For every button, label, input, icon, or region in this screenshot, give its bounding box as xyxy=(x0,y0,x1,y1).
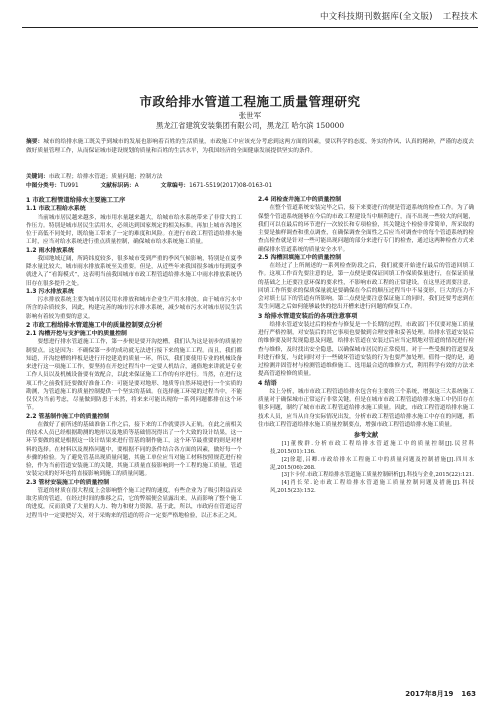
subsection-heading: 2.3 管材安装施工中的质量控制 xyxy=(26,479,110,486)
section-heading: 4 结语 xyxy=(258,379,277,387)
doc-code-label: 文献标识码： xyxy=(100,183,135,189)
article-no-value: 1671-5519(2017)08-0163-01 xyxy=(189,183,273,189)
body-paragraph: 当前城市居民越来越多，城市用水量越来越大，给城市给水系统带来了非常大的工作压力。特别是城市居民生活用水，必须达到国家规定的相关标准。再加上城市各地区位于高低不同处时，既给施工带来了一定的难度和风险。在进行市政工程管道给排水施工时，应当对给水系统进行重点质量控制，确保城市给水系统施工质量。 xyxy=(26,214,242,246)
issue-date: 2017年8月19 xyxy=(405,690,454,698)
body-column-right xyxy=(258,196,474,496)
subsection-heading: 1.2 雨水排放系统 xyxy=(26,247,74,254)
subsection-heading: 2.2 管基制作施工中的质量控制 xyxy=(26,413,110,420)
keywords-label: 关键词： xyxy=(26,174,49,180)
body-paragraph: 污水排放系统主要为城市居民用水排放和城市企业生产用水排放。由于城市污水中所含的杂质较多，因此，构建完善的城市污水排水系统，减少城市污水对城市居民生活影响有着较为重要的意义。 xyxy=(26,297,242,320)
subsection-heading: 2.5 沟槽回填施工中的质量控制 xyxy=(258,254,342,261)
reference-item: [4]肖长荣.论市政工程给排水管道施工质量控制问题及措施[J].科技风,2015(23):152. xyxy=(270,480,474,495)
references-list xyxy=(258,441,474,496)
body-paragraph: 我国地域辽阔，所跨纬度较多，很多城市受到严重的季风气候影响，特别是在夏季降水量比较大，城市雨水排放系统至关重要。但是，从近些年来我国很多城市每到夏季就进入了“看海模式”，这表明当前我国城市市政工程管道给排水施工中雨水排放系统仍旧存在很多提升之处。 xyxy=(26,255,242,287)
reference-item: [1]董俊群.分析市政工程给排水管道施工中的质量控制[J].民营科技,2015(01):136. xyxy=(270,441,474,456)
keywords xyxy=(26,173,474,181)
subsection-heading: 1.3 污水排放系统 xyxy=(26,288,74,295)
body-column-left xyxy=(26,196,242,520)
subsection-heading: 2.1 沟槽开挖与支护施工中的质量控制 xyxy=(26,331,127,337)
section-heading: 1 市政工程管道给排水主要施工工序 xyxy=(26,197,126,204)
article-title: 市政给排水管道工程施工质量管理研究 xyxy=(139,94,361,109)
body-paragraph: 给排水管道安装过后的检查与修复是一个长期的过程，市政部门不仅要对施工质量进行严格控制，对安装后的其它事项也要做到合理安排和妥善处理。给排水管道安装后的维修要及时发现隐患及问题，给排水管道在安装过后应当定期地对管道的情况进行检查与维修，及时找出安全隐患，以确保城市居民的正常使用。对于一些受损的管道要及时进行修复，与此同时对于一些破坏管道安装的行为也要严加处理。值得一提的是，通过检测并固管材与检测管道维修施工、选用最合适的维修方式，利用科学有效的方法来提高管道检修的质量。 xyxy=(258,321,474,378)
section-name: 工程技术 xyxy=(442,12,478,22)
body-paragraph: 在整个管道系统安装完毕之后，接下来要进行的便是管道系统的检查工作。为了确保整个管道系统能够在今后的市政工程建设当中顺利进行，而不出现一些较大的问题，我们可以在最后的环节进行一次较长和专项检验，其关键这个检验非常简单，所采取的主要是抽样调查和重点调查，在确保调查全面性之后应当对调查中的每个管道系统的检查点检查就是针对一些可能出现问题的部分来进行专门的检查，通过这两种检查方式来确保排水管道系统的质量安全水平。 xyxy=(258,205,474,253)
page-number: 163 xyxy=(461,690,476,698)
abstract-label: 摘要： xyxy=(26,139,44,145)
body-column-right-text xyxy=(258,196,474,429)
body-paragraph: 在经过了上所阐述的一系列检查防段之后，我们就要开始进行最后的管道回填工作。这项工作首先要注意的是，第一点便是要保证回填工作保质保量进行，在保证质量的基础之上还要注意环保的要求性，不影响市政工程的正常建设。在这里还需要注意，回填工作所要求的保质保量就是要确保在今后的顺压过程当中不易变形，巨大的压力不会对填土层下的管道有所影响。第二点便是要注意保证施工的同时，我们还要考虑到在发生问题之后如何能够最快的挖出开槽来进行问题的修复工作。 xyxy=(258,263,474,311)
header-rule xyxy=(22,27,478,28)
section-heading: 2 市政工程给排水管道施工中的质量控制要点分析 xyxy=(26,321,163,329)
journal-name: 中文科技期刊数据库(全文版) xyxy=(319,12,433,22)
abstract-text: 城市的给排水施工既关乎到城市的发展也影响着百姓的生活质量，市政施工中应该充分考虑到这两方面的因素，要以科学的态度、务实的作风、认真的精神，严谨的态度去做好质量管理工作，从而保证城市建设规划的质量和百姓的生活水平，为我国经济的全面健康发展提供坚实的条件。 xyxy=(26,139,474,154)
subsection-heading: 2.4 闭检查井施工中的质量控制 xyxy=(258,197,342,203)
body-paragraph: 在做好了前所述的基础准备工作之后，接下来的工作就要涉入正轨。在此之前相关的技术人员已经根据勘测的地形以及地质等基础情况得出了一个大致的设计结果，这一环节要做的就是根据这一设计结果来进行管基的制作施工，这个环节最重要的则是对材料的选择。在材料以及规格问题中，要根据不同的条件结合各方面的因素，做好每一个步骤的检验。为了避免管基出现质量问题，其施工单位应当对施工材料按照规范进行检验，作为当前管道安装施工的关键，其施工质量直接影响到一个工程的施工质量，管道安装完成的好坏也将直接影响到施工的质量问题。 xyxy=(26,421,242,478)
body-paragraph: 要想进行排水管道施工工作，第一步便是要开沟挖槽，我们认为这是初步的质量控制要点。这是因为：不确保第一步的成功就无法进行接下来的施工工程。而且，我们都知道，开沟挖槽的样板是进行开挖建造的质量一环，所以，我们要使用专业的机械设备来进行这一项施工工作，要坚持在开挖过程当中一定要人机结合，通俗地来讲就是专业工作人员以及机械设备要有效配合，以此来保证施工工作的有序进行。当然，在进行这项工作之前我们还要做好准备工作：可能是要对地形、地质等自然环境进行一个实质的勘测，为管道施工的质量控制提供一个坚实的基础。在选择施工环境的过程当中，不能仅仅为当前考虑，尽量做到防患于未然，将来来可能出现的一系列问题都排在这个环节。 xyxy=(26,339,242,412)
references-title: 参考文献 xyxy=(353,432,378,439)
body-paragraph: 管道的材质在很大程度上会影响整个施工过程的速度，有些企业为了吸引利益而采取劣质的管道，在经过时间的推移之后，它的弊端便会显露出来，从而影响了整个施工的进度，反而浪费了大量的人力、物力和财力资源。基于此，所以，市政府在管道运营过程当中一定要把好关，对于采购来的管道的符合一定要严格地检验，以正本正之风。 xyxy=(26,487,242,519)
subsection-heading: 1.1 市政工程给水系统 xyxy=(26,206,86,213)
reference-item: [2]徐超,吕卿.市政给排水工程施工中的质量问题及控制措施[J].四川水泥,2015(06):268. xyxy=(270,456,474,471)
article-no-label: 文章编号： xyxy=(160,183,190,189)
reference-item: [3]卞卡付.市政工程给排水管道施工质量控制研析[J].科技与企业,2015(22):121. xyxy=(281,472,475,479)
keywords-text: 市政工程；给排水管道；质量问题；控制方法 xyxy=(48,174,163,180)
section-heading: 3 给排水管道安装后的各项注意事项 xyxy=(258,312,358,320)
classification-line xyxy=(26,182,474,190)
author-name: 张世军 xyxy=(238,111,262,120)
clc-value: TU991 xyxy=(60,183,79,189)
author-affiliation: 黑龙江省建筑安装集团有限公司，黑龙江 哈尔滨 150000 xyxy=(155,121,345,130)
doc-code-value: A xyxy=(134,183,139,189)
page-footer xyxy=(405,689,476,699)
clc-label: 中图分类号： xyxy=(26,183,61,189)
abstract xyxy=(26,138,474,155)
body-paragraph: 综上分析，城市市政工程管道给排水包含有主要的三个系统，增强这三大系统施工质量对于确保城市正常运行非常关键。但是在城市市政工程管道给排水施工中仍旧存在很多问题，制约了城市市政工程管道给排水施工质量。因此，市政工程管道给排水施工技术人员，应当从自身实际情况出发，分析市政工程管道给排水施工中存在的问题，抓住市政工程管道给排水施工质量控制要点，增强市政工程管道给排水施工质量。 xyxy=(258,388,474,428)
